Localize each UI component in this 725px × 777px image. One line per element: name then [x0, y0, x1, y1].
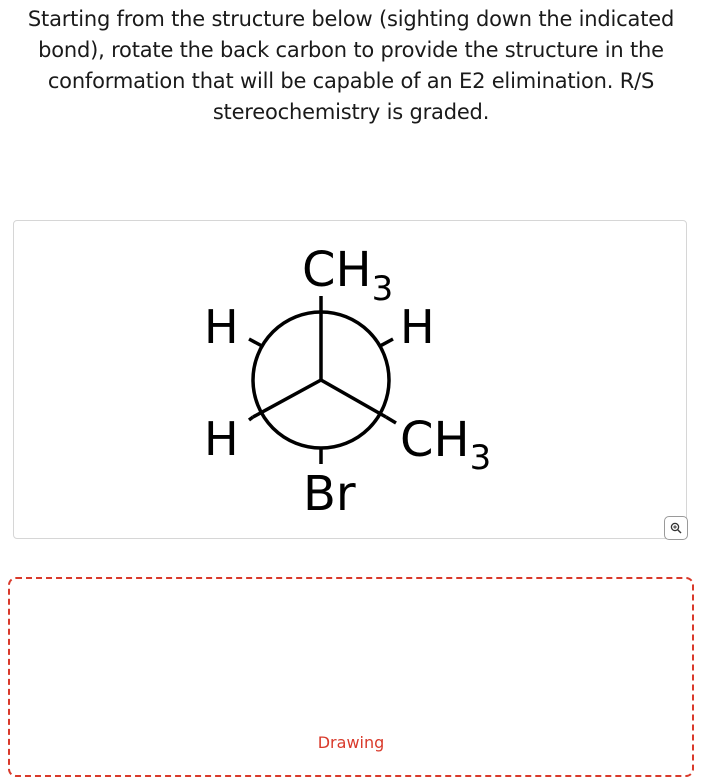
zoom-button[interactable]: [664, 516, 688, 540]
label-back-bottom: Br: [303, 466, 356, 522]
label-front-lower-left: H: [204, 412, 239, 466]
question-line: bond), rotate the back carbon to provide the structure in the: [38, 38, 664, 62]
label-front-lower-right: $CH_3$: [400, 412, 492, 478]
question-line: Starting from the structure below (sighting down the indicated: [27, 7, 675, 31]
label-back-upper-right: H: [400, 300, 435, 354]
label-back-upper-left: H: [204, 300, 239, 354]
structure-panel: [13, 220, 687, 539]
label-front-top: $CH_3$: [302, 242, 394, 309]
zoom-in-icon: [670, 522, 682, 534]
question-line: conformation that will be capable of an E2 elimination. R/S: [47, 69, 655, 93]
question-text: [0, 4, 702, 128]
drawing-label: Drawing: [317, 733, 385, 752]
question-line: stereochemistry is graded.: [212, 100, 490, 124]
